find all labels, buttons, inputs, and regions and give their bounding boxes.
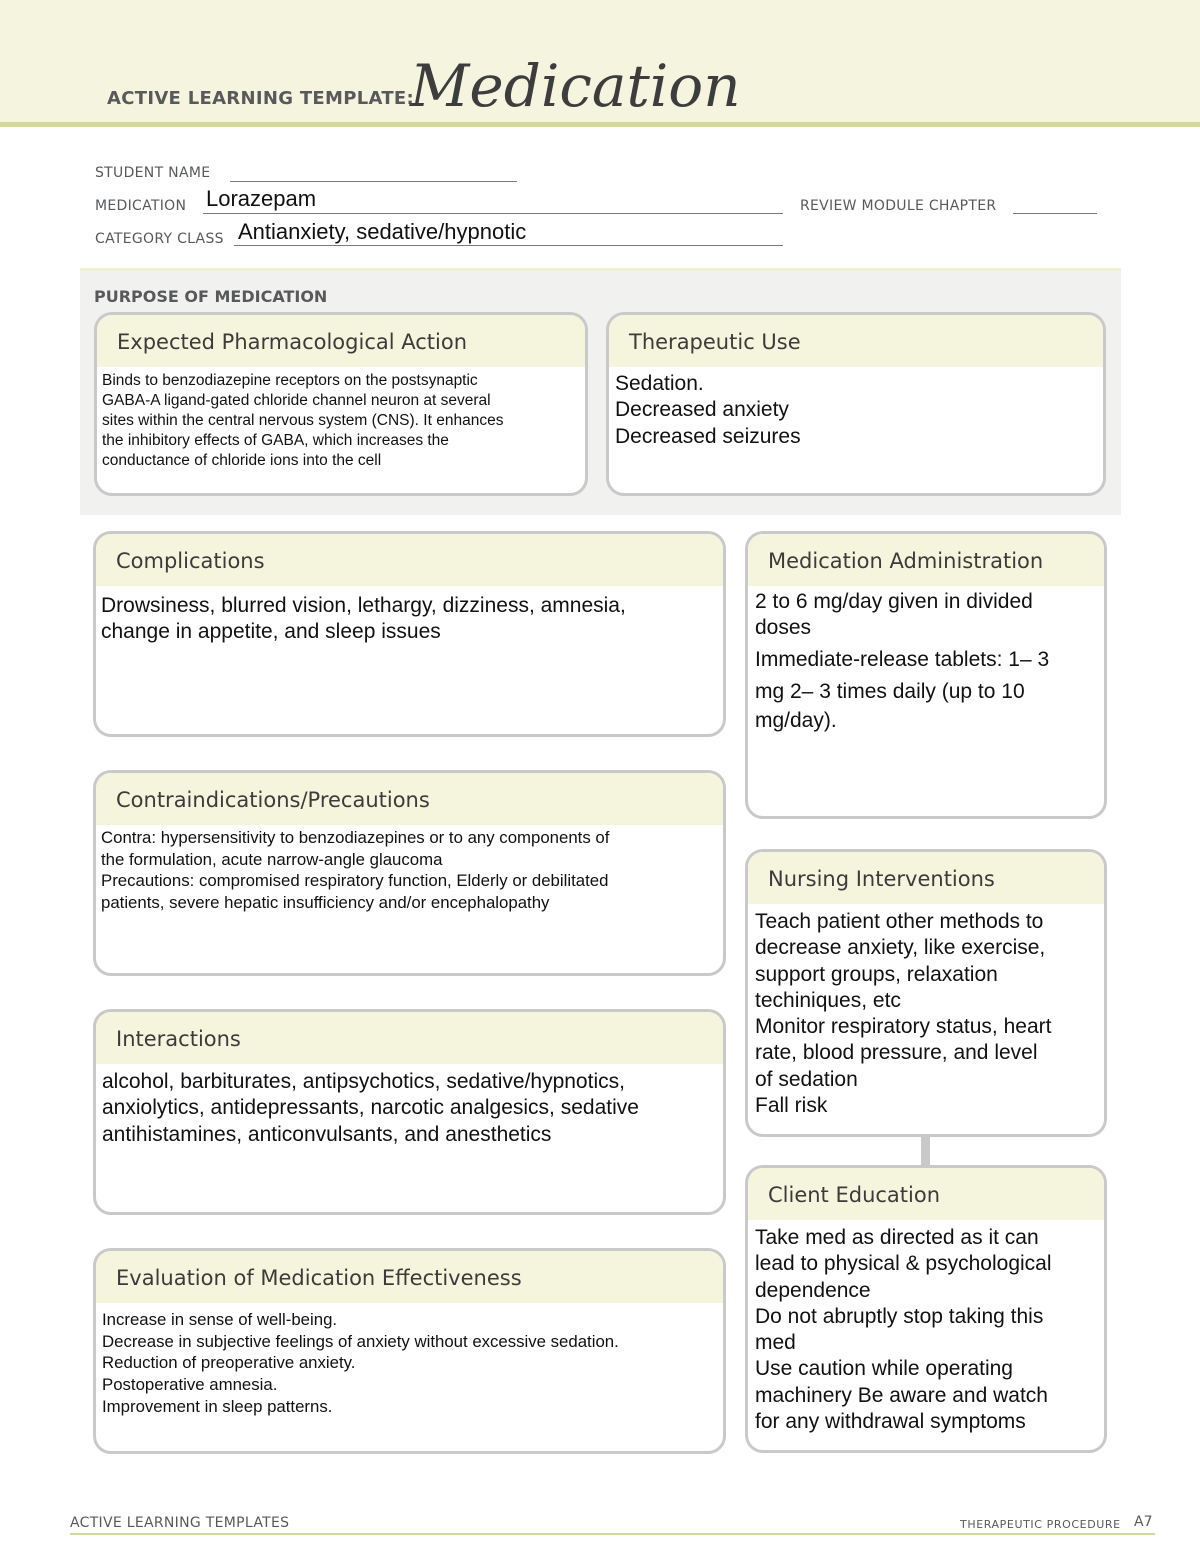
text-line: GABA-A ligand-gated chloride channel neuron at several <box>102 392 491 409</box>
footer-right-label: THERAPEUTIC PROCEDURE <box>960 1518 1121 1531</box>
student-name-label: STUDENT NAME <box>95 165 211 181</box>
footer-left-label: ACTIVE LEARNING TEMPLATES <box>70 1515 290 1531</box>
text-line: of sedation <box>755 1067 858 1091</box>
administration-card <box>745 531 1107 819</box>
text-line: dependence <box>755 1278 871 1302</box>
review-module-label: REVIEW MODULE CHAPTER <box>800 198 997 214</box>
evaluation-title: Evaluation of Medication Effectiveness <box>96 1251 723 1303</box>
complications-title: Complications <box>96 534 723 586</box>
text-line: techiniques, etc <box>755 988 901 1012</box>
text-line: conductance of chloride ions into the cell <box>102 452 382 469</box>
text-line: doses <box>755 616 812 640</box>
medication-label: MEDICATION <box>95 198 187 214</box>
expected-action-card <box>94 312 588 496</box>
administration-title: Medication Administration <box>748 534 1104 586</box>
category-label: CATEGORY CLASS <box>95 231 224 247</box>
nursing-body[interactable] <box>748 904 1104 1119</box>
text-line: Immediate-release tablets: 1– 3 <box>755 647 1050 671</box>
text-line: antihistamines, anticonvulsants, and anesthetics <box>102 1122 552 1146</box>
expected-action-body[interactable] <box>97 367 585 471</box>
category-field[interactable]: Antianxiety, sedative/hypnotic <box>238 219 527 244</box>
evaluation-card <box>93 1248 726 1454</box>
therapeutic-use-title: Therapeutic Use <box>609 315 1103 367</box>
text-line: change in appetite, and sleep issues <box>101 620 441 644</box>
review-module-line <box>1013 213 1097 214</box>
client-education-card <box>745 1165 1107 1453</box>
template-title: Medication <box>410 52 741 120</box>
text-line: Improvement in sleep patterns. <box>102 1396 333 1416</box>
card-connector <box>921 1134 930 1166</box>
text-line: Take med as directed as it can <box>755 1226 1039 1249</box>
text-line: sites within the central nervous system (CNS). It enhances <box>102 412 504 429</box>
text-line: anxiolytics, antidepressants, narcotic analgesics, sedative <box>102 1096 639 1120</box>
therapeutic-use-body[interactable] <box>609 367 1103 450</box>
text-line: for any withdrawal symptoms <box>755 1410 1026 1434</box>
text-line: Teach patient other methods to <box>755 910 1044 933</box>
page-number: A7 <box>1134 1514 1153 1530</box>
text-line: patients, severe hepatic insufficiency and/or encephalopathy <box>101 893 550 913</box>
text-line: Monitor respiratory status, heart <box>755 1015 1052 1039</box>
text-line: machinery Be aware and watch <box>755 1383 1048 1407</box>
text-line: alcohol, barbiturates, antipsychotics, sedative/hypnotics, <box>102 1070 625 1093</box>
text-line: Precautions: compromised respiratory function, Elderly or debilitated <box>101 871 609 891</box>
text-line: the formulation, acute narrow-angle glaucoma <box>101 849 443 869</box>
nursing-card <box>745 849 1107 1137</box>
contraindications-title: Contraindications/Precautions <box>96 773 723 825</box>
text-line: rate, blood pressure, and level <box>755 1041 1038 1065</box>
contraindications-card <box>93 770 726 976</box>
template-label: ACTIVE LEARNING TEMPLATE: <box>107 88 414 109</box>
text-line: Drowsiness, blurred vision, lethargy, dizziness, amnesia, <box>101 594 626 617</box>
text-line: Postoperative amnesia. <box>102 1375 278 1395</box>
text-line: Sedation. <box>615 372 704 395</box>
interactions-title: Interactions <box>96 1012 723 1064</box>
text-line: the inhibitory effects of GABA, which increases the <box>102 432 449 449</box>
interactions-body[interactable] <box>96 1064 723 1148</box>
complications-body[interactable] <box>96 586 723 646</box>
interactions-card <box>93 1009 726 1215</box>
text-line: Reduction of preoperative anxiety. <box>102 1353 356 1373</box>
evaluation-body[interactable] <box>96 1303 723 1418</box>
client-education-body[interactable] <box>748 1220 1104 1435</box>
administration-body[interactable] <box>748 586 1104 734</box>
complications-card <box>93 531 726 737</box>
text-line: Use caution while operating <box>755 1357 1013 1381</box>
expected-action-title: Expected Pharmacological Action <box>97 315 585 367</box>
nursing-title: Nursing Interventions <box>748 852 1104 904</box>
medication-line <box>203 213 783 214</box>
text-line: 2 to 6 mg/day given in divided <box>755 590 1033 613</box>
medication-field[interactable]: Lorazepam <box>206 186 317 211</box>
category-line <box>234 245 783 246</box>
text-line: mg 2– 3 times daily (up to 10 <box>755 679 1025 703</box>
client-education-title: Client Education <box>748 1168 1104 1220</box>
text-line: support groups, relaxation <box>755 962 998 986</box>
text-line: decrease anxiety, like exercise, <box>755 936 1046 960</box>
text-line: Decreased anxiety <box>615 398 789 422</box>
student-name-line <box>230 181 517 182</box>
text-line: med <box>755 1331 796 1355</box>
text-line: lead to physical & psychological <box>755 1252 1052 1276</box>
text-line: Contra: hypersensitivity to benzodiazepines or to any components of <box>101 828 610 847</box>
text-line: Binds to benzodiazepine receptors on the postsynaptic <box>102 372 478 389</box>
text-line: Decrease in subjective feelings of anxiety without excessive sedation. <box>102 1331 619 1351</box>
footer-rule <box>70 1533 1155 1535</box>
text-line: mg/day). <box>755 708 837 732</box>
contraindications-body[interactable] <box>96 825 723 914</box>
text-line: Do not abruptly stop taking this <box>755 1304 1044 1328</box>
text-line: Increase in sense of well-being. <box>102 1310 338 1329</box>
therapeutic-use-card <box>606 312 1106 496</box>
text-line: Fall risk <box>755 1094 828 1118</box>
text-line: Decreased seizures <box>615 424 801 448</box>
purpose-title: PURPOSE OF MEDICATION <box>94 287 328 306</box>
